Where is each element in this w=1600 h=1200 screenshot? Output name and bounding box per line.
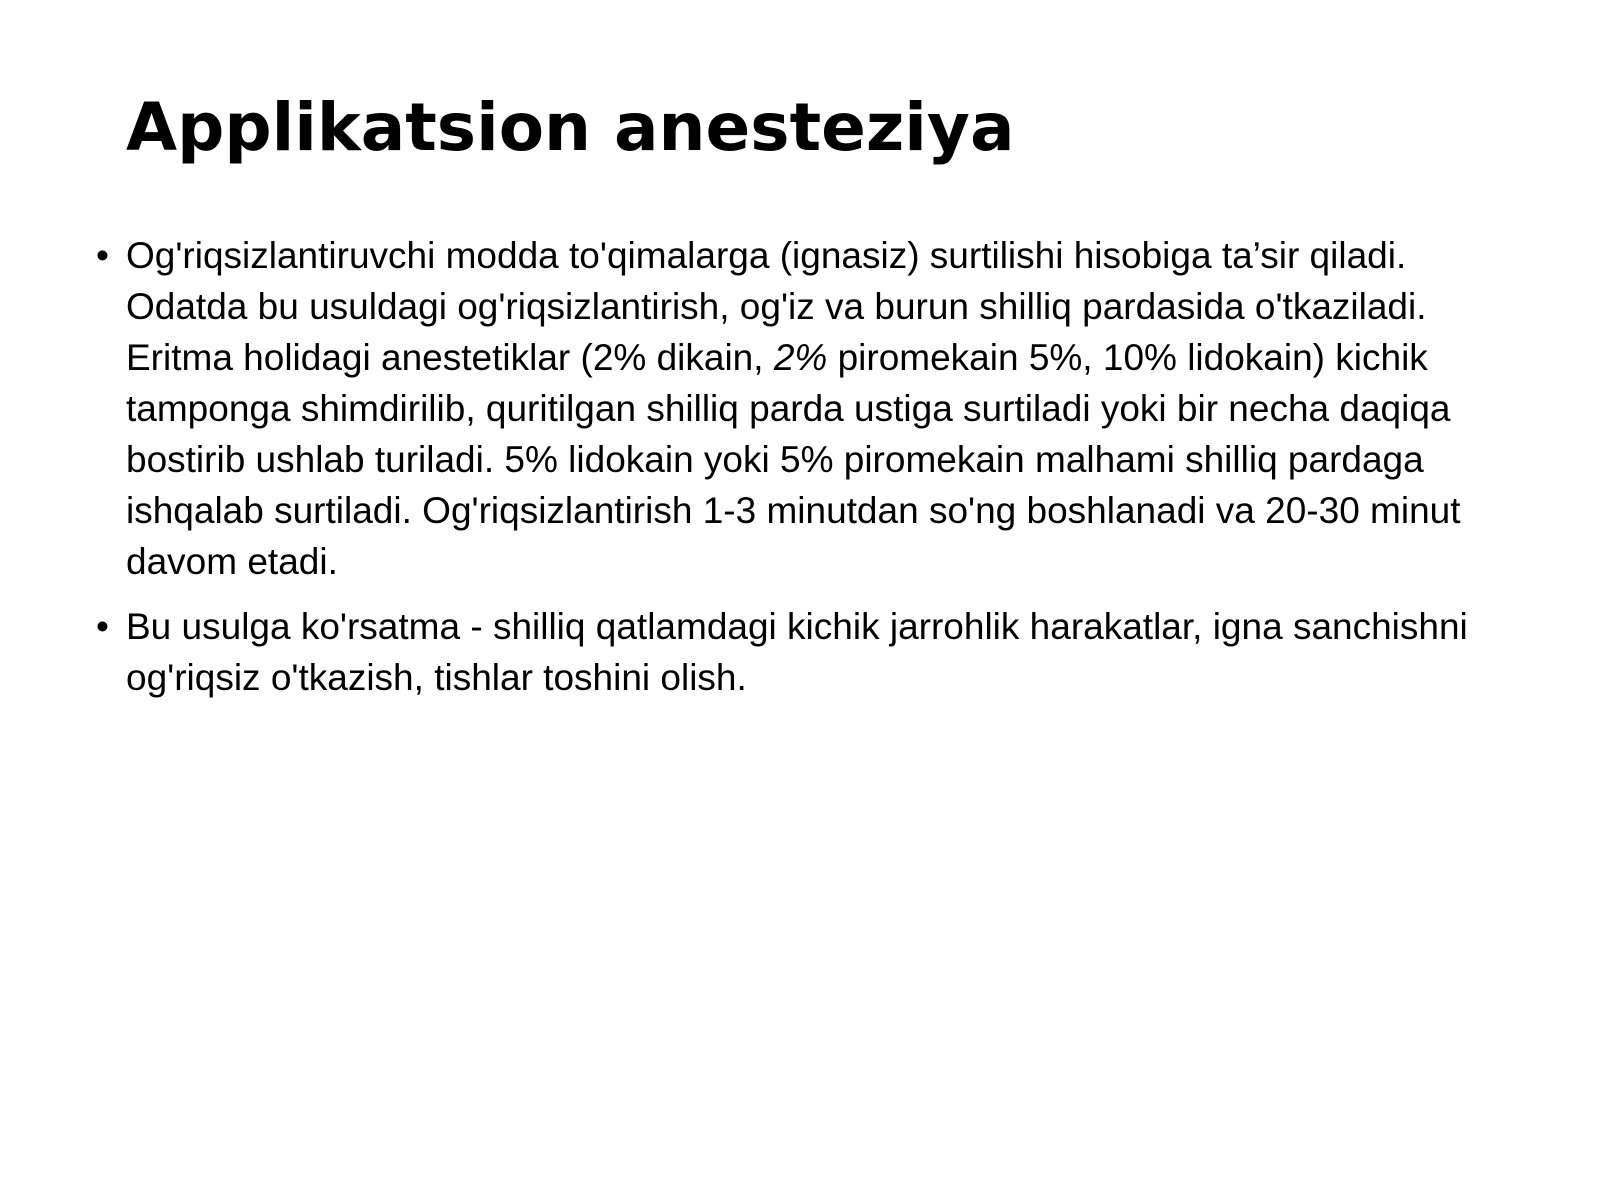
bullet-text-italic: 2% bbox=[773, 337, 828, 378]
bullet-text-part: Og'riqsizlantiruvchi modda to'qimalarga (ignasiz) surtilishi hisobiga ta’sir qiladi. Odatda bu usuldagi og'riqsizlantirish, og'iz va burun shilliq pardasida o'tkaziladi. Eritma holidagi anestetiklar (2% dikain, bbox=[126, 235, 1427, 378]
bullet-item bbox=[96, 230, 1516, 587]
bullet-dot-icon: • bbox=[96, 235, 109, 276]
bullet-text: Bu usulga ko'rsatma - shilliq qatlamdagi kichik jarrohlik harakatlar, igna sanchishni og'riqsiz o'tkazish, tishlar toshini olish. bbox=[126, 606, 1468, 698]
bullet-text bbox=[126, 235, 1461, 582]
bullet-text-part: piromekain 5%, 10% lidokain) kichik tamponga shimdirilib, quritilgan shilliq parda ustiga surtiladi yoki bir necha daqiqa bostirib ushlab turiladi. 5% lidokain yoki 5% piromekain malhami shilliq pardaga ishqalab surtiladi. Og'riqsizlantirish 1-3 minutdan so'ng boshlanadi va 20-30 minut davom etadi. bbox=[126, 337, 1461, 582]
slide-title: Applikatsion anesteziya bbox=[126, 89, 1015, 166]
bullet-item bbox=[96, 601, 1516, 703]
bullet-dot-icon: • bbox=[96, 606, 109, 647]
bullet-list bbox=[96, 230, 1516, 717]
